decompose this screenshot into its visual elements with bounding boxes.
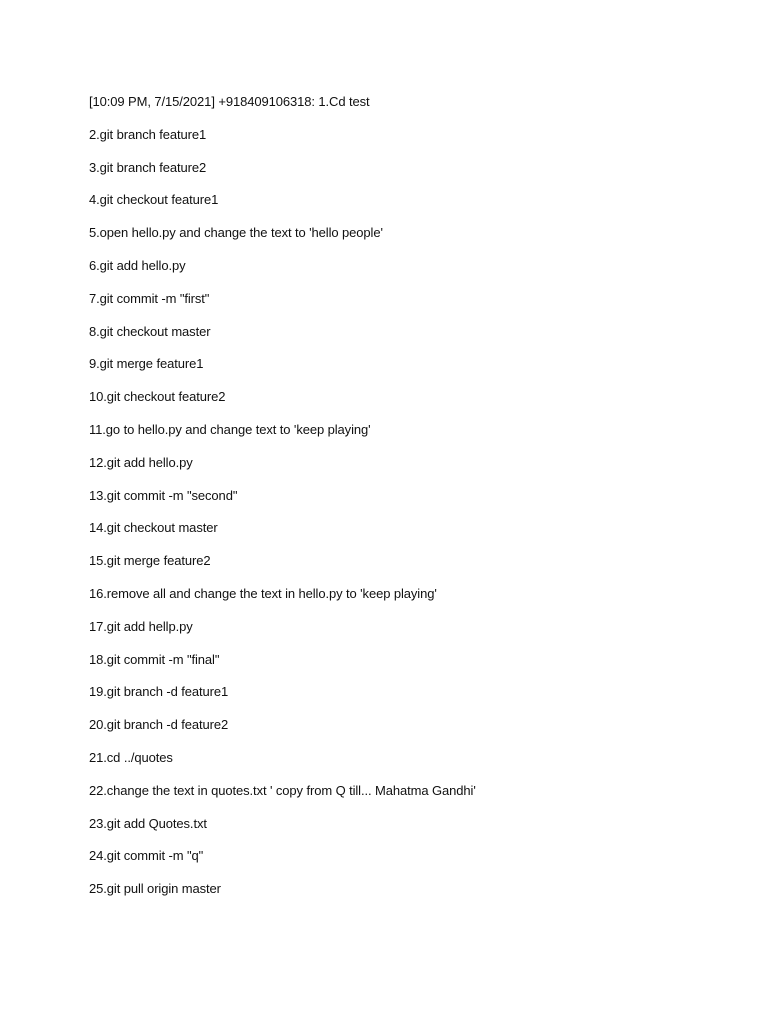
command-line-22: 22.change the text in quotes.txt ' copy from Q till... Mahatma Gandhi' bbox=[89, 782, 476, 798]
command-line-21: 21.cd ../quotes bbox=[89, 749, 173, 765]
command-line-6: 6.git add hello.py bbox=[89, 257, 186, 273]
command-line-9: 9.git merge feature1 bbox=[89, 356, 204, 372]
command-line-1: [10:09 PM, 7/15/2021] +918409106318: 1.Cd test bbox=[89, 94, 370, 109]
command-line-16: 16.remove all and change the text in hello.py to 'keep playing' bbox=[89, 585, 437, 601]
command-list bbox=[89, 92, 476, 912]
command-line-12: 12.git add hello.py bbox=[89, 454, 193, 470]
command-line-10: 10.git checkout feature2 bbox=[89, 389, 226, 405]
command-line-20: 20.git branch -d feature2 bbox=[89, 717, 229, 733]
command-line-15: 15.git merge feature2 bbox=[89, 553, 211, 569]
command-line-17: 17.git add hellp.py bbox=[89, 618, 193, 634]
command-line-11: 11.go to hello.py and change text to 'keep playing' bbox=[89, 421, 371, 437]
command-line-3: 3.git branch feature2 bbox=[89, 159, 207, 175]
command-line-7: 7.git commit -m "first" bbox=[89, 290, 210, 306]
command-line-25: 25.git pull origin master bbox=[89, 881, 221, 897]
command-line-4: 4.git checkout feature1 bbox=[89, 192, 219, 208]
command-line-24: 24.git commit -m "q" bbox=[89, 848, 204, 864]
command-line-13: 13.git commit -m "second" bbox=[89, 487, 238, 503]
command-line-19: 19.git branch -d feature1 bbox=[89, 684, 229, 700]
command-line-8: 8.git checkout master bbox=[89, 323, 211, 339]
command-line-23: 23.git add Quotes.txt bbox=[89, 815, 207, 831]
command-line-2: 2.git branch feature1 bbox=[89, 126, 207, 142]
command-line-18: 18.git commit -m "final" bbox=[89, 651, 220, 667]
command-line-5: 5.open hello.py and change the text to 'hello people' bbox=[89, 225, 383, 241]
command-line-14: 14.git checkout master bbox=[89, 520, 218, 536]
